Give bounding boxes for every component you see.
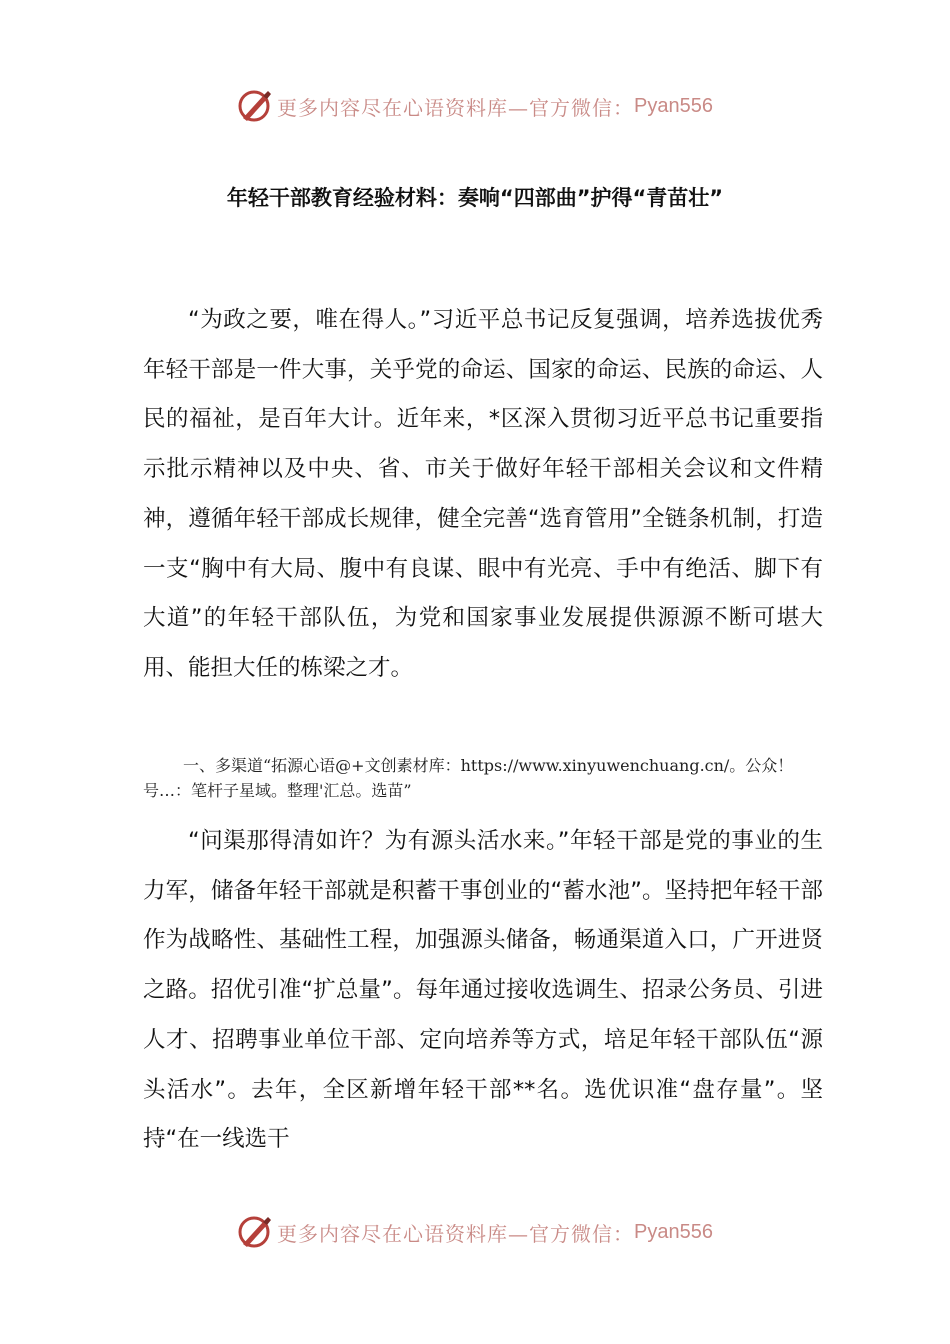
banner-text: 更多内容尽在心语资料库—官方微信： bbox=[277, 1221, 635, 1246]
footer-banner bbox=[0, 1210, 950, 1254]
pen-logo-icon bbox=[237, 88, 273, 124]
paragraph-section-one: “问渠那得清如许？为有源头活水来。”年轻干部是党的事业的生力军，储备年轻干部就是积蓄干事创业的“蓄水池”。坚持把年轻干部作为战略性、基础性工程，加强源头储备，畅通渠道入口，广开进贤之路。招优引准“扩总量”。每年通过接收选调生、招录公务员、引进人才、招聘事业单位干部、定向培养等方式，培足年轻干部队伍“源头活水”。去年，全区新增年轻干部**名。选优识准“盘存量”。坚持“在一线选干 bbox=[143, 828, 823, 1153]
section-heading bbox=[143, 753, 823, 803]
banner-text: 更多内容尽在心语资料库—官方微信： bbox=[277, 95, 635, 120]
banner-wechat-id: Pyan556 bbox=[634, 1220, 713, 1243]
banner-wechat-id: Pyan556 bbox=[634, 94, 713, 117]
section-heading-text: 一、多渠道“拓源心语@+文创素材库：https://www.xinyuwenchuang.cn/。公众！号…：笔杆子星域。整理'汇总。选苗” bbox=[143, 756, 794, 800]
document-title: 年轻干部教育经验材料：奏响“四部曲”护得“青苗壮” bbox=[226, 186, 724, 210]
header-banner bbox=[0, 84, 950, 128]
paragraph-intro: “为政之要，唯在得人。”习近平总书记反复强调，培养选拔优秀年轻干部是一件大事，关乎党的命运、国家的命运、民族的命运、人民的福祉，是百年大计。近年来，*区深入贯彻习近平总书记重要指示批示精神以及中央、省、市关于做好年轻干部相关会议和文件精神，遵循年轻干部成长规律，健全完善“选育管用”全链条机制，打造一支“胸中有大局、腹中有良谋、眼中有光亮、手中有绝活、脚下有大道”的年轻干部队伍，为党和国家事业发展提供源源不断可堪大用、能担大任的栋梁之才。 bbox=[143, 307, 823, 681]
pen-logo-icon bbox=[237, 1214, 273, 1250]
